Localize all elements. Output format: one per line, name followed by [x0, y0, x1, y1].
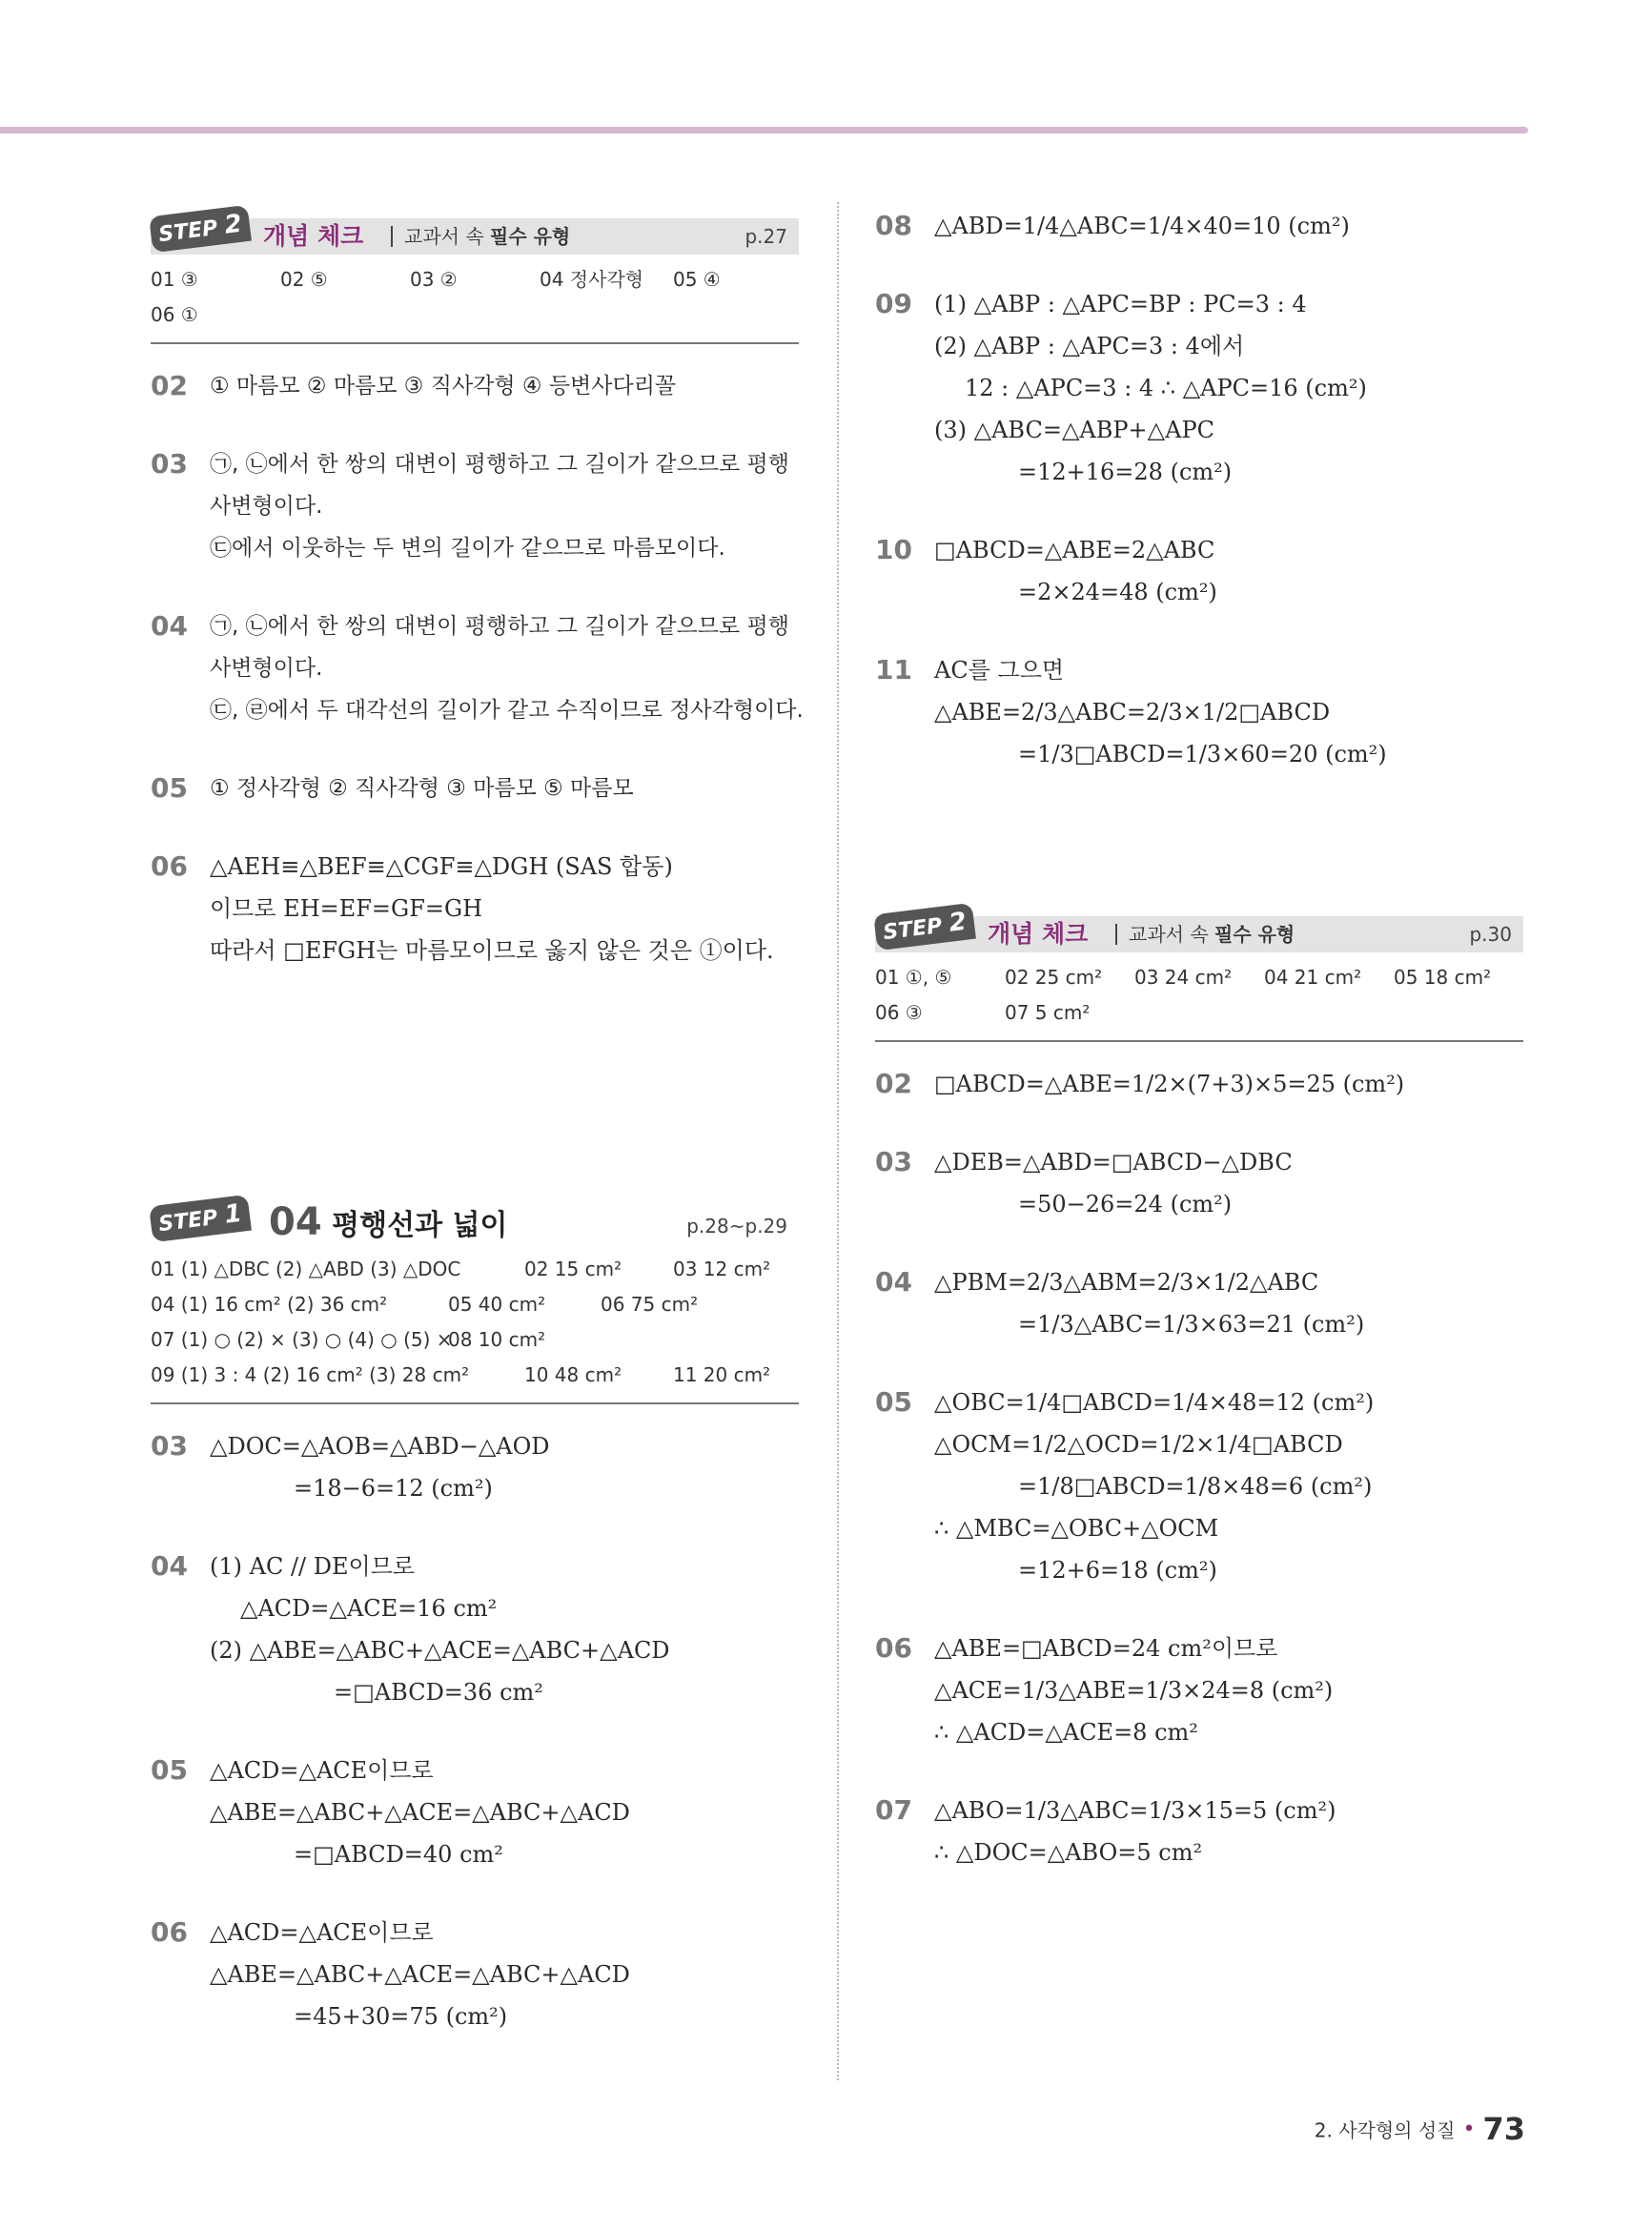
answer-item: 05 40 cm²: [448, 1293, 546, 1316]
answer-key: [875, 958, 1523, 1042]
answer-item: 01 ①, ⑤: [875, 966, 952, 989]
page-ref: p.30: [1469, 923, 1512, 946]
problem: 05 △OBC=1/4□ABCD=1/4×48=12 (cm²) △OCM=1/2△OCD=1/2×1/4□ABCD =1/8□ABCD=1/8×48=6 (cm²) ∴ △MBC=△OBC+△OCM =12+6=18 (cm²): [875, 1386, 1375, 1584]
section-title: 개념 체크: [263, 222, 364, 250]
answer-item: 05 ④: [673, 268, 721, 291]
section-title: 개념 체크: [988, 920, 1089, 948]
page-number: 73: [1482, 2111, 1525, 2147]
left-column: [151, 205, 804, 2074]
column-divider: [837, 202, 839, 2080]
answer-item: 10 48 cm²: [524, 1363, 622, 1386]
problem: 04 △PBM=2/3△ABM=2/3×1/2△ABC =1/3△ABC=1/3×63=21 (cm²): [875, 1266, 1365, 1338]
answer-item: 02 15 cm²: [524, 1258, 622, 1280]
problem: 03 △DOC=△AOB=△ABD−△AOD =18−6=12 (cm²): [151, 1430, 550, 1502]
section-subtitle: 교과서 속 필수 유형: [1129, 923, 1295, 946]
problem: 05 ① 정사각형 ② 직사각형 ③ 마름모 ⑤ 마름모: [151, 772, 634, 804]
answer-item: 01 ③: [151, 268, 198, 291]
answer-item: 01 (1) △DBC (2) △ABD (3) △DOC: [151, 1258, 461, 1280]
problem: 04 (1) AC // DE이므로 △ACD=△ACE=16 cm² (2) △ABE=△ABC+△ACE=△ABC+△ACD =□ABCD=36 cm²: [151, 1550, 670, 1706]
answer-item: 05 18 cm²: [1394, 966, 1492, 989]
section-title: 04 평행선과 넓이: [269, 1200, 508, 1244]
problem: 03 △DEB=△ABD=□ABCD−△DBC =50−26=24 (cm²): [875, 1146, 1293, 1217]
chapter-label: 2. 사각형의 성질: [1314, 2118, 1456, 2142]
answer-item: 06 ①: [151, 303, 198, 326]
answer-item: 06 75 cm²: [601, 1293, 699, 1316]
right-column: [875, 205, 1523, 1910]
answer-item: 03 24 cm²: [1134, 966, 1233, 989]
answer-item: 04 정사각형: [540, 268, 644, 291]
answer-item: 07 (1) ○ (2) × (3) ○ (4) ○ (5) ×: [151, 1328, 453, 1351]
answer-item: 02 ⑤: [280, 268, 328, 291]
page-ref: p.28~p.29: [686, 1215, 787, 1238]
problem: 02 ① 마름모 ② 마름모 ③ 직사각형 ④ 등변사다리꼴: [151, 370, 677, 401]
section-subtitle: 교과서 속 필수 유형: [404, 225, 571, 248]
answer-key: [151, 1250, 799, 1404]
problem: 06 △AEH≡△BEF≡△CGF≡△DGH (SAS 합동) 이므로 EH=EF=GF=GH 따라서 □EFGH는 마름모이므로 옳지 않은 것은 ①이다.: [151, 850, 774, 964]
section-header-step2-p30: [875, 903, 1523, 952]
answer-item: 09 (1) 3 : 4 (2) 16 cm² (3) 28 cm²: [151, 1363, 470, 1386]
section-header-step2-p27: [151, 205, 799, 255]
answer-item: 03 ②: [410, 268, 458, 291]
answer-item: 04 (1) 16 cm² (2) 36 cm²: [151, 1293, 388, 1316]
problem: 09 (1) △ABP : △APC=BP : PC=3 : 4 (2) △ABP : △APC=3 : 4에서 12 : △APC=3 : 4 ∴ △APC=16 (cm²) (3) △ABC=△ABP+△APC =12+16=28 (cm²): [875, 288, 1367, 485]
problem: 03 ㉠, ㉡에서 한 쌍의 대변이 평행하고 그 길이가 같으므로 평행 사변형이다. ㉢에서 이웃하는 두 변의 길이가 같으므로 마름모이다.: [151, 448, 789, 561]
problem: 02 □ABCD=△ABE=1/2×(7+3)×5=25 (cm²): [875, 1068, 1405, 1099]
answer-item: 11 20 cm²: [673, 1363, 771, 1386]
problem: 05 △ACD=△ACE이므로 △ABE=△ABC+△ACE=△ABC+△ACD =□ABCD=40 cm²: [151, 1754, 630, 1868]
answer-item: 08 10 cm²: [448, 1328, 546, 1351]
answer-item: 02 25 cm²: [1005, 966, 1103, 989]
answer-item: 06 ③: [875, 1001, 923, 1024]
answer-item: 04 21 cm²: [1264, 966, 1362, 989]
problem: 08 △ABD=1/4△ABC=1/4×40=10 (cm²): [875, 210, 1350, 241]
problem: 04 ㉠, ㉡에서 한 쌍의 대변이 평행하고 그 길이가 같으므로 평행 사변형이다. ㉢, ㉣에서 두 대각선의 길이가 같고 수직이므로 정사각형이다.: [151, 610, 804, 723]
problem: 06 △ABE=□ABCD=24 cm²이므로 △ACE=1/3△ABE=1/3×24=8 (cm²) ∴ △ACD=△ACE=8 cm²: [875, 1632, 1334, 1746]
step-badge: STEP 2: [873, 903, 976, 951]
problem: 11 AC를 그으면 △ABE=2/3△ABC=2/3×1/2□ABCD =1/3□ABCD=1/3×60=20 (cm²): [875, 654, 1387, 767]
page-footer: [1315, 2111, 1525, 2147]
step-badge: STEP 2: [149, 205, 252, 253]
problem: 10 □ABCD=△ABE=2△ABC =2×24=48 (cm²): [875, 534, 1217, 605]
bullet-icon: •: [1462, 2117, 1476, 2141]
answer-item: 03 12 cm²: [673, 1258, 771, 1280]
section-header-step1-p28: [151, 1195, 799, 1244]
answer-key: [151, 260, 799, 344]
top-rule: [0, 127, 1528, 133]
problem: 07 △ABO=1/3△ABC=1/3×15=5 (cm²) ∴ △DOC=△ABO=5 cm²: [875, 1794, 1336, 1866]
answer-item: 07 5 cm²: [1005, 1001, 1091, 1024]
page-ref: p.27: [744, 225, 787, 248]
step-badge: STEP 1: [149, 1195, 252, 1242]
problem: 06 △ACD=△ACE이므로 △ABE=△ABC+△ACE=△ABC+△ACD =45+30=75 (cm²): [151, 1916, 630, 2030]
